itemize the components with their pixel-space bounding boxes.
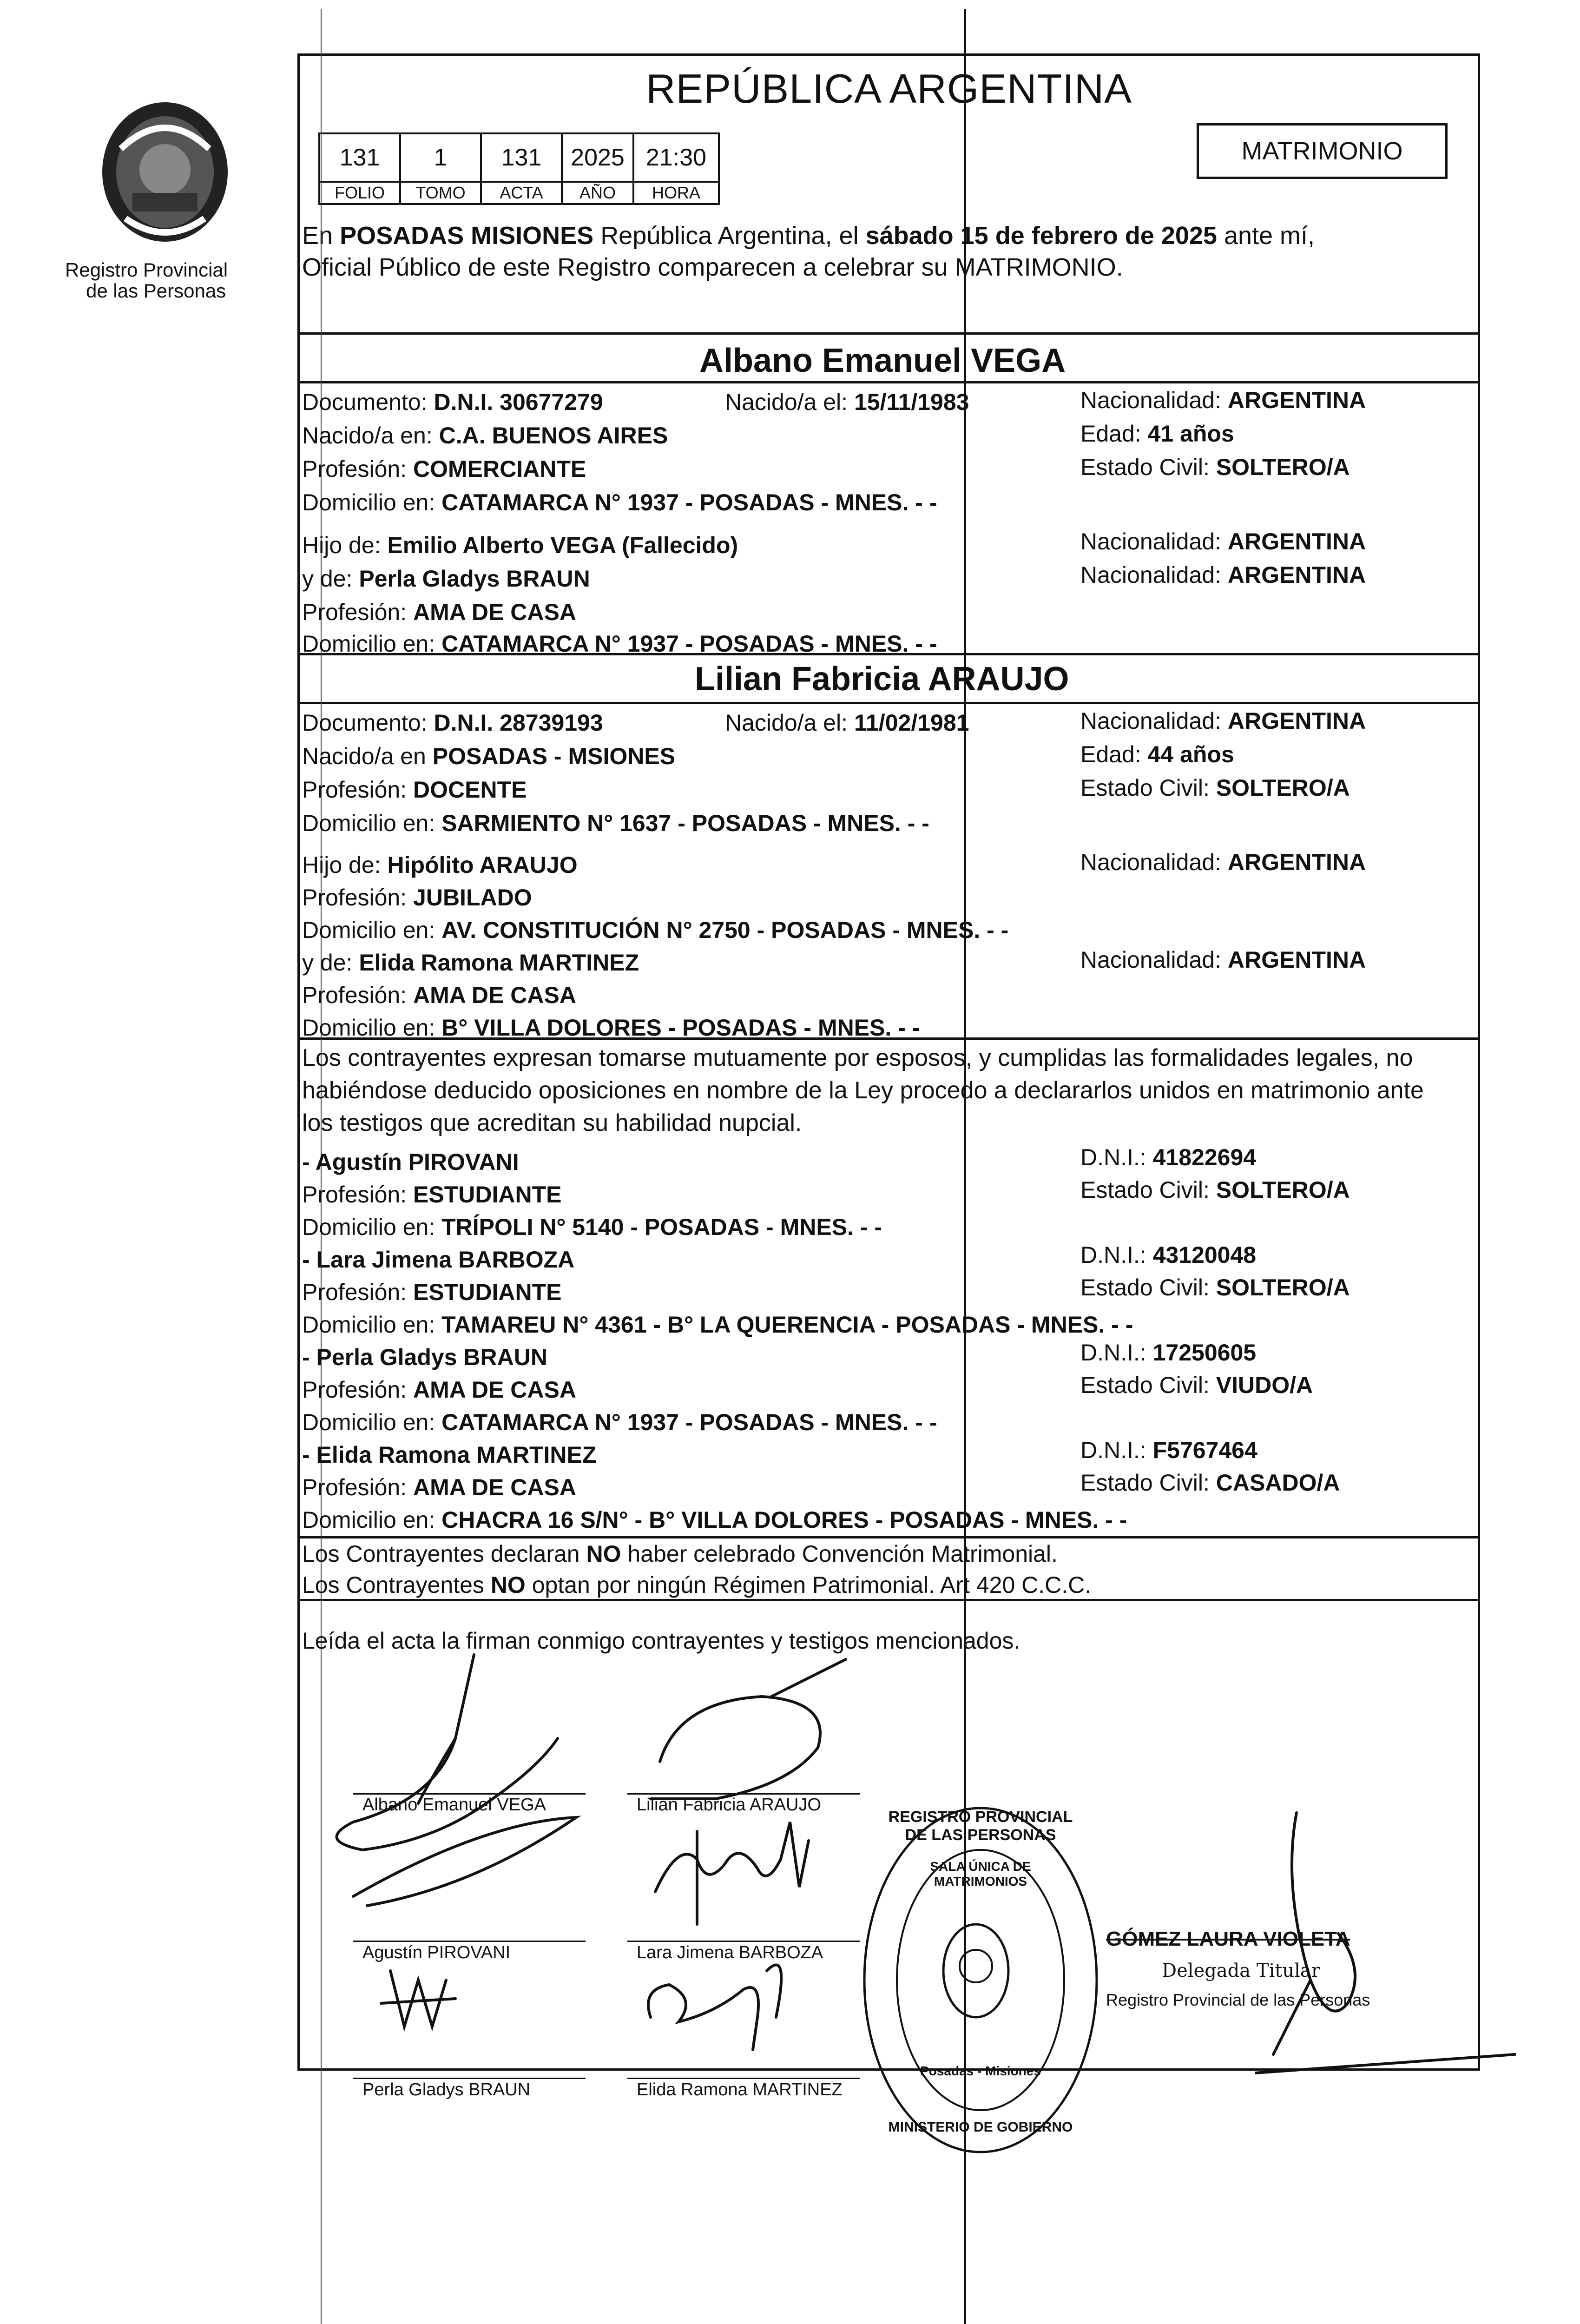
spouse2-age: Edad: 44 años bbox=[1080, 741, 1234, 767]
witness-addr: Domicilio en: CHACRA 16 S/N° - B° VILLA DOLORES - POSADAS - MNES. - - bbox=[302, 1507, 1127, 1533]
spouse1-parents-prof: Profesión: AMA DE CASA bbox=[302, 599, 576, 625]
witness-civil: Estado Civil: SOLTERO/A bbox=[1080, 1177, 1350, 1203]
spouse2-mother-prof: Profesión: AMA DE CASA bbox=[302, 982, 576, 1008]
official-role: Delegada Titular bbox=[1162, 1960, 1320, 1981]
sig-label-5: Perla Gladys BRAUN bbox=[362, 2080, 531, 2100]
seal-inner-top: SALA ÚNICA DE MATRIMONIOS bbox=[930, 1859, 1031, 1888]
witness-prof: Profesión: AMA DE CASA bbox=[302, 1377, 576, 1403]
spouse2-father: Hijo de: Hipólito ARAUJO bbox=[302, 852, 578, 878]
witness-dni: D.N.I.: 17250605 bbox=[1080, 1340, 1257, 1366]
official-signature bbox=[1255, 1794, 1534, 2119]
spouse2-mother-addr: Domicilio en: B° VILLA DOLORES - POSADAS - MNES. - - bbox=[302, 1015, 920, 1041]
convention-line2: Los Contrayentes NO optan por ningún Régimen Patrimonial. Art 420 C.C.C. bbox=[302, 1572, 1092, 1598]
intro-date: sábado 15 de febrero de 2025 bbox=[865, 222, 1217, 250]
spouse2-birthplace: Nacido/a en POSADAS - MSIONES bbox=[302, 743, 676, 769]
spouse1-addr: Domicilio en: CATAMARCA N° 1937 - POSADAS - MNES. - - bbox=[302, 489, 937, 515]
intro-line1 bbox=[302, 223, 1315, 248]
seal-inner-bottom: Posadas - Misiones bbox=[920, 2064, 1041, 2078]
document-title: REPÚBLICA ARGENTINA bbox=[646, 66, 1132, 112]
sig-line-3 bbox=[353, 1941, 586, 1942]
sig-label-2: Lilian Fabricia ARAUJO bbox=[637, 1795, 822, 1815]
hour-value: 21:30 bbox=[633, 133, 719, 182]
sig-line-1 bbox=[353, 1793, 586, 1795]
spouse1-age: Edad: 41 años bbox=[1080, 421, 1234, 447]
spouse2-prof: Profesión: DOCENTE bbox=[302, 777, 527, 803]
closing-text: Leída el acta la firman conmigo contrayentes y testigos mencionados. bbox=[302, 1628, 1020, 1654]
act-type-box: MATRIMONIO bbox=[1197, 123, 1448, 179]
intro-mid: República Argentina, el bbox=[600, 222, 859, 250]
witness-civil: Estado Civil: CASADO/A bbox=[1080, 1470, 1340, 1496]
spouse1-prof: Profesión: COMERCIANTE bbox=[302, 456, 586, 482]
witness-name: - Perla Gladys BRAUN bbox=[302, 1344, 547, 1370]
spouse1-civil: Estado Civil: SOLTERO/A bbox=[1080, 454, 1350, 480]
spouse1-parents-addr: Domicilio en: CATAMARCA N° 1937 - POSADAS - MNES. - - bbox=[302, 631, 937, 657]
intro-line2: Oficial Público de este Registro comparecen a celebrar su MATRIMONIO. bbox=[302, 253, 1123, 281]
org-name-line1: Registro Provincial bbox=[65, 259, 228, 281]
sig-line-2 bbox=[627, 1793, 860, 1795]
intro-place: POSADAS MISIONES bbox=[340, 222, 594, 250]
witness-name: - Agustín PIROVANI bbox=[302, 1149, 519, 1175]
declaration-line1: Los contrayentes expresan tomarse mutuamente por esposos, y cumplidas las formalidades legales, no bbox=[302, 1044, 1413, 1071]
witness-addr: Domicilio en: TRÍPOLI N° 5140 - POSADAS - MNES. - - bbox=[302, 1214, 882, 1240]
acta-value: 131 bbox=[481, 133, 562, 182]
divider-7 bbox=[297, 1599, 1480, 1601]
witness-addr: Domicilio en: TAMAREU N° 4361 - B° LA QUERENCIA - POSADAS - MNES. - - bbox=[302, 1312, 1133, 1338]
hour-label: HORA bbox=[633, 182, 719, 204]
spouse1-nat: Nacionalidad: ARGENTINA bbox=[1080, 387, 1366, 413]
sig-line-5 bbox=[353, 2078, 586, 2079]
intro-prefix: En bbox=[302, 222, 333, 250]
spouse2-addr: Domicilio en: SARMIENTO N° 1637 - POSADAS - MNES. - - bbox=[302, 810, 929, 836]
divider-2 bbox=[297, 381, 1480, 383]
spouse2-father-addr: Domicilio en: AV. CONSTITUCIÓN N° 2750 - POSADAS - MNES. - - bbox=[302, 917, 1009, 943]
sig-label-4: Lara Jimena BARBOZA bbox=[637, 1943, 823, 1962]
sig-line-6 bbox=[627, 2078, 860, 2079]
registry-table bbox=[318, 132, 720, 205]
witness-civil: Estado Civil: SOLTERO/A bbox=[1080, 1274, 1350, 1301]
witness-name: - Elida Ramona MARTINEZ bbox=[302, 1442, 597, 1468]
spouse1-mother: y de: Perla Gladys BRAUN bbox=[302, 566, 590, 592]
folio-label: FOLIO bbox=[319, 182, 400, 204]
witness-dni: D.N.I.: 43120048 bbox=[1080, 1242, 1257, 1268]
declaration-line2: habiéndose deducido oposiciones en nombre de la Ley procedo a declararlos unidos en matrimonio ante bbox=[302, 1077, 1424, 1104]
tomo-label: TOMO bbox=[400, 182, 481, 204]
spouse1-born: Nacido/a el: 15/11/1983 bbox=[725, 389, 969, 415]
org-name-line2: de las Personas bbox=[86, 280, 226, 302]
spouse2-mother-nat: Nacionalidad: ARGENTINA bbox=[1080, 947, 1366, 973]
witness-addr: Domicilio en: CATAMARCA N° 1937 - POSADAS - MNES. - - bbox=[302, 1409, 937, 1435]
seal-bottom: MINISTERIO DE GOBIERNO bbox=[888, 2119, 1073, 2135]
witness-prof: Profesión: ESTUDIANTE bbox=[302, 1279, 562, 1305]
witness-prof: Profesión: AMA DE CASA bbox=[302, 1474, 576, 1500]
divider-4 bbox=[297, 702, 1480, 704]
sig-label-3: Agustín PIROVANI bbox=[362, 1943, 511, 1962]
registry-seal bbox=[860, 1803, 1101, 2157]
witness-name: - Lara Jimena BARBOZA bbox=[302, 1247, 575, 1273]
seal-ring-text: REGISTRO PROVINCIAL DE LAS PERSONAS bbox=[888, 1808, 1073, 1844]
sig-label-6: Elida Ramona MARTINEZ bbox=[637, 2080, 843, 2100]
tomo-value: 1 bbox=[400, 133, 481, 182]
divider-6 bbox=[297, 1536, 1480, 1538]
divider-1 bbox=[297, 332, 1480, 335]
year-value: 2025 bbox=[562, 133, 633, 182]
spouse1-father: Hijo de: Emilio Alberto VEGA (Fallecido) bbox=[302, 532, 738, 558]
folio-value: 131 bbox=[319, 133, 400, 182]
spouse2-mother: y de: Elida Ramona MARTINEZ bbox=[302, 950, 639, 976]
sig-label-1: Albano Emanuel VEGA bbox=[362, 1795, 546, 1815]
official-name: GÓMEZ LAURA VIOLETA bbox=[1106, 1928, 1350, 1950]
spouse1-father-nat: Nacionalidad: ARGENTINA bbox=[1080, 528, 1366, 555]
spouse2-civil: Estado Civil: SOLTERO/A bbox=[1080, 775, 1350, 801]
witness-dni: D.N.I.: F5767464 bbox=[1080, 1437, 1257, 1463]
spouse1-doc: Documento: D.N.I. 30677279 bbox=[302, 389, 603, 415]
spouse1-birthplace: Nacido/a en: C.A. BUENOS AIRES bbox=[302, 423, 668, 449]
spouse2-father-nat: Nacionalidad: ARGENTINA bbox=[1080, 849, 1366, 875]
witness-civil: Estado Civil: VIUDO/A bbox=[1080, 1372, 1313, 1398]
declaration-line3: los testigos que acreditan su habilidad nupcial. bbox=[302, 1109, 802, 1136]
spouse2-nat: Nacionalidad: ARGENTINA bbox=[1080, 708, 1366, 734]
witness-prof: Profesión: ESTUDIANTE bbox=[302, 1182, 562, 1208]
convention-line1: Los Contrayentes declaran NO haber celebrado Convención Matrimonial. bbox=[302, 1541, 1058, 1567]
spouse2-father-prof: Profesión: JUBILADO bbox=[302, 885, 532, 911]
sig-line-4 bbox=[627, 1941, 860, 1942]
official-org: Registro Provincial de las Personas bbox=[1106, 1990, 1370, 2009]
handwritten-signatures bbox=[297, 1645, 948, 2064]
intro-suffix: ante mí, bbox=[1224, 222, 1315, 250]
province-logo bbox=[88, 93, 242, 251]
spouse1-mother-nat: Nacionalidad: ARGENTINA bbox=[1080, 562, 1366, 588]
spouse2-born: Nacido/a el: 11/02/1981 bbox=[725, 710, 969, 736]
witness-dni: D.N.I.: 41822694 bbox=[1080, 1144, 1257, 1170]
spouse1-name: Albano Emanuel VEGA bbox=[699, 342, 1066, 379]
acta-label: ACTA bbox=[481, 182, 562, 204]
spouse2-name: Lilian Fabricia ARAUJO bbox=[695, 660, 1069, 698]
spouse2-doc: Documento: D.N.I. 28739193 bbox=[302, 710, 603, 736]
year-label: AÑO bbox=[562, 182, 633, 204]
